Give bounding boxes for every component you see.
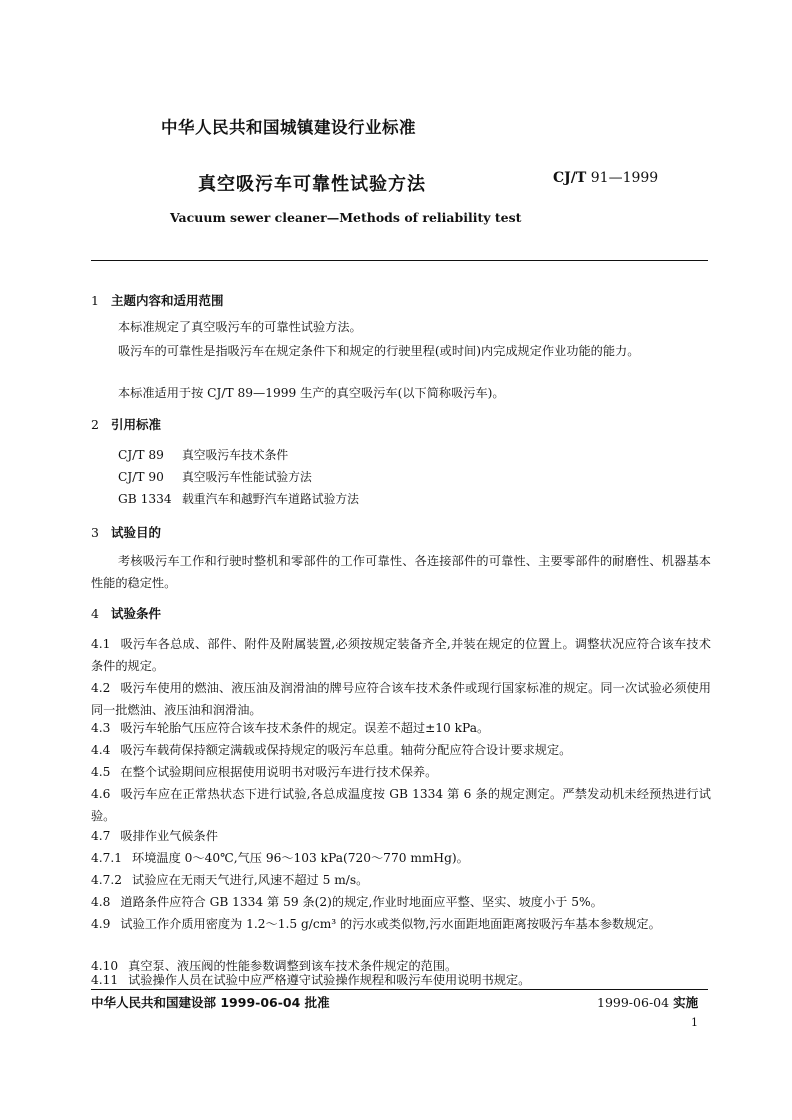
clause-text: 在整个试验期间应根据使用说明书对吸污车进行技术保养。 [120,765,438,779]
clause-text: 试验应在无雨天气进行,风速不超过 5 m/s。 [132,873,369,887]
issuing-body-title: 中华人民共和国城镇建设行业标准 [161,118,416,137]
reference-row [118,446,288,463]
clause-text: 吸排作业气候条件 [120,829,218,843]
section-heading [91,415,161,433]
section-title: 试验条件 [110,606,161,621]
clause-number: 4.7 [91,829,111,843]
implementation-line [597,993,698,1011]
reference-title: 真空吸污车性能试验方法 [182,470,312,484]
page-number: 1 [691,1016,698,1029]
section-title: 引用标准 [110,417,161,432]
reference-row [118,468,312,485]
approval-line: 中华人民共和国建设部 1999-06-04 批准 [91,995,330,1010]
clause-number: 4.7.1 [91,851,123,865]
clause-item [91,783,711,827]
clause-text: 吸污车各总成、部件、附件及附属装置,必须按规定装备齐全,并装在规定的位置上。调整状况应符合该车技术条件的规定。 [91,637,711,673]
reference-code: CJ/T 89 [118,448,164,462]
footer-divider [91,989,708,990]
reference-row [118,490,359,507]
standard-code [553,170,658,186]
clause-number: 4.8 [91,895,111,909]
clause-number: 4.9 [91,917,111,931]
clause-number: 4.2 [91,681,111,695]
section-number: 3 [91,525,99,540]
clause-text: 吸污车载荷保持额定满载或保持规定的吸污车总重。轴荷分配应符合设计要求规定。 [120,743,572,757]
reference-code: CJ/T 90 [118,470,164,484]
section-heading [91,291,223,309]
clause-number: 4.5 [91,765,111,779]
reference-code: GB 1334 [118,492,172,506]
clause-item [91,913,711,935]
section-number: 4 [91,606,99,621]
standard-code-number: 91—1999 [590,170,659,186]
standard-code-prefix: CJ/T [553,170,587,186]
clause-item [91,825,711,847]
clause-number: 4.4 [91,743,111,757]
clause-item [91,739,711,761]
clause-text: 试验工作介质用密度为 1.2～1.5 g/cm³ 的污水或类似物,污水面距地面距离按吸污车基本参数规定。 [120,917,661,931]
clause-text: 试验操作人员在试验中应严格遵守试验操作规程和吸污车使用说明书规定。 [128,973,531,987]
section-title: 主题内容和适用范围 [110,293,224,308]
paragraph: 吸污车的可靠性是指吸污车在规定条件下和规定的行驶里程(或时间)内完成规定作业功能的能力。 [118,344,640,358]
section-number: 1 [91,293,99,308]
clause-number: 4.7.2 [91,873,123,887]
implementation-date: 1999-06-04 [597,995,670,1010]
clause-text: 环境温度 0～40℃,气压 96～103 kPa(720～770 mmHg)。 [132,851,469,865]
clause-item [91,761,711,783]
clause-text: 真空泵、液压阀的性能参数调整到该车技术条件规定的范围。 [128,959,458,973]
clause-text: 吸污车轮胎气压应符合该车技术条件的规定。误差不超过±10 kPa。 [120,721,490,735]
section-heading [91,523,161,541]
clause-item [91,633,711,677]
document-title: 真空吸污车可靠性试验方法 [198,174,426,195]
header-divider [91,260,708,261]
english-title: Vacuum sewer cleaner—Methods of reliability test [170,210,522,225]
clause-number: 4.6 [91,787,111,801]
clause-text: 道路条件应符合 GB 1334 第 59 条(2)的规定,作业时地面应平整、坚实、坡度小于 5%。 [120,895,603,909]
section-number: 2 [91,417,99,432]
paragraph: 考核吸污车工作和行驶时整机和零部件的工作可靠性、各连接部件的可靠性、主要零部件的耐磨性、机器基本性能的稳定性。 [91,554,711,590]
implementation-label: 实施 [673,995,699,1010]
clause-number: 4.11 [91,973,119,987]
clause-number: 4.1 [91,637,111,651]
clause-number: 4.3 [91,721,111,735]
paragraph: 本标准适用于按 CJ/T 89—1999 生产的真空吸污车(以下简称吸污车)。 [118,386,505,400]
clause-number: 4.10 [91,959,119,973]
clause-item [91,891,711,913]
clause-item [91,677,711,721]
clause-item [91,717,711,739]
clause-item [91,969,711,991]
clause-item [91,869,711,891]
section-title: 试验目的 [110,525,161,540]
reference-title: 载重汽车和越野汽车道路试验方法 [182,492,359,506]
paragraph: 本标准规定了真空吸污车的可靠性试验方法。 [118,320,362,334]
clause-item [91,847,711,869]
clause-text: 吸污车应在正常热状态下进行试验,各总成温度按 GB 1334 第 6 条的规定测定。严禁发动机未经预热进行试验。 [91,787,711,823]
section-heading [91,604,161,622]
reference-title: 真空吸污车技术条件 [182,448,289,462]
clause-text: 吸污车使用的燃油、液压油及润滑油的牌号应符合该车技术条件或现行国家标准的规定。同一次试验必须使用同一批燃油、液压油和润滑油。 [91,681,711,717]
